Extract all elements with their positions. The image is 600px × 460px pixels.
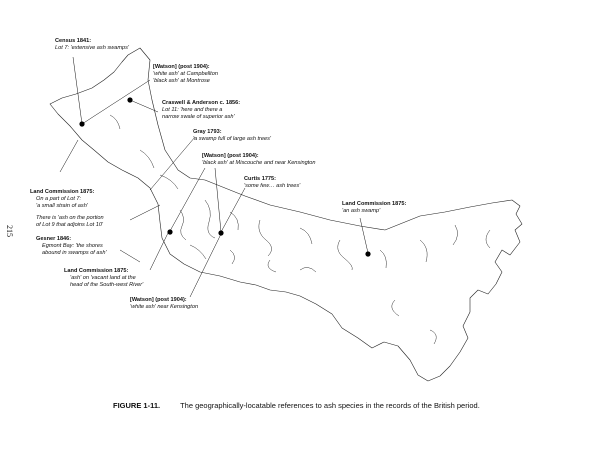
annotation: Land Commission 1875: 'ash' on 'vacant land at the head of the South-west River': [64, 268, 144, 288]
figure-caption-text: The geographically-locatable references to ash species in the records of the British period.: [180, 401, 480, 410]
site-marker: [79, 121, 84, 126]
annotation: Curtis 1775: 'some few… ash trees': [244, 176, 301, 189]
annotation: Census 1841: Lot 7: 'extensive ash swamps': [55, 38, 129, 51]
figure-caption: [113, 401, 480, 410]
figure-label: FIGURE 1-11.: [113, 401, 161, 410]
annotation: Craswell & Anderson c. 1856: Lot 11: 'here and there a narrow swale of superior ash': [162, 100, 241, 120]
site-marker: [218, 230, 223, 235]
annotation: Land Commission 1875: On a part of Lot 7: 'a small strain of ash' There is 'ash on the portion of Lot 9 that adjoins Lot 10': [30, 189, 104, 228]
page-number: 215: [5, 225, 14, 237]
annotation: Gray 1793: 'a swamp full of large ash trees': [193, 129, 271, 142]
annotation: Gesner 1846: Egmont Bay: 'the shores abound in swamps of ash': [36, 236, 107, 256]
annotation: [Watson] (post 1904): 'black ash' at Miscouche and near Kensington: [202, 153, 316, 166]
coastline: [50, 48, 522, 381]
site-marker: [365, 251, 370, 256]
site-markers: [79, 97, 370, 256]
annotation: [Watson] (post 1904): 'white ash' at Campbellton 'black ash' at Montrose: [153, 64, 218, 84]
site-marker: [127, 97, 132, 102]
annotation: [Watson] (post 1904): 'white ash' near Kensington: [130, 297, 199, 310]
annotation: Land Commission 1875: 'an ash swamp': [342, 201, 407, 214]
site-marker: [167, 229, 172, 234]
